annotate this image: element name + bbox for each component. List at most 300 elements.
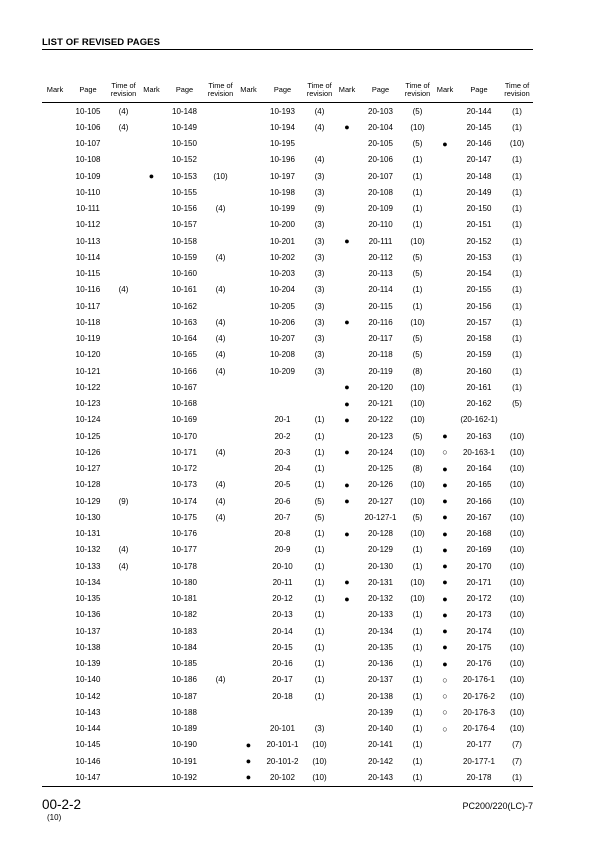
mark-cell (335, 347, 359, 363)
revision-cell (205, 607, 236, 623)
revision-cell: (10) (509, 577, 525, 587)
page-cell: 20-175 (466, 642, 492, 652)
revision-cell: (3) (314, 285, 325, 295)
revision-cell: (1) (512, 366, 522, 376)
revision-cell: (1) (412, 204, 423, 214)
page-cell: 20-178 (457, 769, 501, 786)
page-cell: 20-139 (368, 707, 393, 717)
page-cell: 10-149 (172, 122, 197, 132)
page-cell: 10-122 (75, 382, 101, 392)
page-cell: 10-120 (75, 350, 101, 360)
revision-cell (205, 623, 236, 639)
revision-cell: (1) (314, 545, 325, 555)
table-row (42, 136, 533, 152)
mark-cell (139, 769, 164, 786)
page-cell: 10-108 (75, 155, 101, 165)
header-time-of-revision (108, 78, 139, 103)
page-cell: 20-150 (466, 204, 492, 214)
table-row (42, 461, 533, 477)
page-cell: 10-176 (172, 529, 197, 539)
page-cell: 20-112 (368, 252, 393, 262)
mark-cell (335, 184, 359, 200)
revision-cell (108, 526, 139, 542)
revision-cell (108, 509, 139, 525)
page-cell: 10-139 (75, 659, 101, 669)
mark-cell (42, 217, 68, 233)
page-cell: 20-144 (466, 106, 492, 116)
revision-cell: (4) (118, 122, 129, 132)
header-page: Page (359, 78, 402, 103)
page-cell: 10-128 (75, 480, 101, 490)
page-cell: 10-142 (75, 691, 101, 701)
revision-cell: (1) (412, 610, 423, 620)
mark-cell (335, 721, 359, 737)
mark-cell (139, 753, 164, 769)
table-row (42, 526, 533, 542)
revision-cell: (7) (512, 740, 522, 750)
revision-cell: (1) (412, 301, 423, 311)
header-page: Page (164, 78, 205, 103)
mark-cell (236, 428, 261, 444)
page-cell: 20-104 (368, 122, 393, 132)
page-cell: 10-138 (75, 642, 101, 652)
revision-cell (108, 152, 139, 168)
page-cell: 20-10 (272, 561, 293, 571)
revision-cell (108, 266, 139, 282)
mark-cell (335, 542, 359, 558)
revision-cell: (5) (314, 496, 325, 506)
page-cell: 10-152 (172, 155, 197, 165)
revision-cell (108, 656, 139, 672)
page-cell: 10-185 (172, 659, 197, 669)
revision-cell (108, 331, 139, 347)
mark-cell (433, 201, 457, 217)
revision-cell: (4) (215, 317, 226, 327)
filled-circle-mark-icon: ● (344, 593, 350, 604)
page-cell: 20-158 (466, 334, 492, 344)
page-cell (261, 704, 304, 720)
page-cell: 10-127 (75, 464, 101, 474)
mark-cell (433, 119, 457, 135)
mark-cell (139, 266, 164, 282)
page-cell: 10-197 (270, 171, 295, 181)
page-cell: 10-193 (270, 106, 295, 116)
filled-circle-mark-icon: ● (442, 528, 448, 539)
mark-cell (335, 704, 359, 720)
revision-cell (108, 769, 139, 786)
revision-cell: (3) (314, 187, 325, 197)
mark-cell (42, 509, 68, 525)
revision-cell: (4) (215, 334, 226, 344)
table-row (42, 168, 533, 184)
mark-cell (139, 233, 164, 249)
mark-cell (139, 704, 164, 720)
revision-cell (108, 363, 139, 379)
page-cell: 10-203 (270, 269, 295, 279)
mark-cell (236, 396, 261, 412)
page-cell: 10-160 (172, 269, 197, 279)
page-cell: 20-161 (466, 382, 492, 392)
mark-cell (236, 233, 261, 249)
header-time-of-revision (205, 78, 236, 103)
mark-cell (139, 217, 164, 233)
revision-cell: (8) (412, 366, 423, 376)
mark-cell (42, 282, 68, 298)
revision-cell: (10) (312, 740, 327, 750)
mark-cell (236, 672, 261, 688)
revision-cell (205, 379, 236, 395)
revision-cell: (3) (314, 334, 325, 344)
mark-cell (433, 266, 457, 282)
page-cell: 10-166 (172, 366, 197, 376)
revision-cell: (1) (412, 691, 423, 701)
page-cell: 20-176-3 (462, 707, 496, 717)
page-cell: 20-164 (466, 464, 492, 474)
revision-cell: (10) (410, 122, 425, 132)
mark-cell (42, 103, 68, 120)
page-cell: 10-134 (75, 577, 101, 587)
revision-cell: (1) (314, 626, 325, 636)
page-cell: 10-133 (75, 561, 101, 571)
mark-cell (139, 558, 164, 574)
revision-cell (108, 461, 139, 477)
revision-cell: (1) (314, 659, 325, 669)
page-cell: 20-122 (368, 415, 393, 425)
page-cell: 10-181 (172, 594, 197, 604)
mark-cell (42, 461, 68, 477)
revision-cell: (10) (509, 675, 525, 685)
revision-cell: (1) (501, 769, 533, 786)
revision-cell (205, 721, 236, 737)
table-body (42, 103, 533, 787)
header-page: Page (68, 78, 108, 103)
revision-cell (205, 428, 236, 444)
revision-cell (108, 233, 139, 249)
page-cell: 20-137 (368, 675, 393, 685)
page-cell: 20-18 (272, 691, 293, 701)
revision-cell: (10) (410, 480, 425, 490)
page-cell: 10-124 (75, 415, 101, 425)
revision-cell: (10) (410, 415, 425, 425)
mark-cell (335, 656, 359, 672)
page-cell: 10-195 (270, 139, 295, 149)
revision-cell (304, 136, 335, 152)
revision-cell (108, 574, 139, 590)
mark-cell (139, 509, 164, 525)
revision-cell: (4) (215, 285, 226, 295)
page-cell: 20-126 (368, 480, 393, 490)
revision-cell: (10) (509, 447, 525, 457)
page-cell: 20-16 (272, 659, 293, 669)
revision-cell: (5) (412, 269, 423, 279)
page-cell: 20-136 (368, 659, 393, 669)
revision-cell (205, 119, 236, 135)
mark-cell (139, 542, 164, 558)
page-cell: 10-110 (75, 187, 101, 197)
revision-cell: (1) (314, 480, 325, 490)
page-cell: (20-162-1) (460, 415, 498, 425)
mark-cell (433, 412, 457, 428)
revision-cell: (5) (412, 431, 423, 441)
mark-cell (42, 704, 68, 720)
filled-circle-mark-icon: ● (344, 382, 350, 393)
mark-cell (433, 282, 457, 298)
revision-cell: (1) (314, 577, 325, 587)
revision-cell: (1) (512, 350, 522, 360)
page-cell: 20-1 (274, 415, 291, 425)
page-cell: 20-101 (270, 724, 295, 734)
page-cell: 20-151 (466, 220, 492, 230)
revision-cell (108, 607, 139, 623)
page-cell: 10-201 (270, 236, 295, 246)
page-cell: 20-125 (368, 464, 393, 474)
revision-cell (108, 721, 139, 737)
page-cell: 10-115 (75, 269, 101, 279)
page-cell: 20-135 (368, 642, 393, 652)
filled-circle-mark-icon: ● (344, 398, 350, 409)
page-cell: 20-166 (466, 496, 492, 506)
revision-cell: (1) (412, 642, 423, 652)
revision-cell: (1) (512, 382, 522, 392)
table-row (42, 623, 533, 639)
page-cell: 10-175 (172, 512, 197, 522)
page-cell: 20-138 (368, 691, 393, 701)
page-cell: 10-170 (172, 431, 197, 441)
revision-cell: (3) (314, 301, 325, 311)
page-cell: 10-178 (172, 561, 197, 571)
table-row (42, 347, 533, 363)
table-row (42, 119, 533, 135)
mark-cell (335, 607, 359, 623)
revision-cell: (10) (509, 561, 525, 571)
revision-cell: (5) (412, 139, 423, 149)
revision-cell (205, 542, 236, 558)
mark-cell (236, 477, 261, 493)
revision-cell: (3) (314, 317, 325, 327)
mark-cell (236, 136, 261, 152)
table-row (42, 753, 533, 769)
revision-cell: (1) (412, 724, 423, 734)
revision-cell (108, 737, 139, 753)
revision-cell: (1) (314, 610, 325, 620)
revision-cell: (10) (509, 610, 525, 620)
revision-cell (205, 298, 236, 314)
page-cell: 10-207 (270, 334, 295, 344)
page-cell: 10-186 (172, 675, 197, 685)
revision-cell: (4) (215, 512, 226, 522)
page-cell: 10-125 (75, 431, 101, 441)
page-cell: 10-129 (75, 496, 101, 506)
page-cell: 20-170 (466, 561, 492, 571)
revision-cell: (1) (412, 561, 423, 571)
mark-cell (139, 249, 164, 265)
page-cell: 10-145 (75, 740, 101, 750)
filled-circle-mark-icon: ● (344, 122, 350, 133)
revision-cell: (4) (118, 106, 129, 116)
revision-cell (108, 444, 139, 460)
mark-cell (42, 607, 68, 623)
mark-cell (42, 168, 68, 184)
header-time-line2: revision (404, 89, 431, 98)
page-cell: 20-15 (272, 642, 293, 652)
page-cell: 10-111 (76, 204, 100, 214)
page-cell: 10-119 (75, 334, 101, 344)
page-cell: 10-155 (172, 187, 197, 197)
page-cell: 10-194 (270, 122, 295, 132)
page-cell: 10-183 (172, 626, 197, 636)
mark-cell (236, 721, 261, 737)
revision-cell: (1) (412, 675, 423, 685)
table-row (42, 249, 533, 265)
revision-cell (205, 103, 236, 120)
revision-cell (108, 136, 139, 152)
mark-cell (139, 396, 164, 412)
revision-cell: (10) (509, 594, 525, 604)
revision-cell: (1) (314, 691, 325, 701)
page-cell (261, 379, 304, 395)
revision-cell: (4) (215, 204, 226, 214)
page-cell: 10-143 (75, 707, 101, 717)
mark-cell (335, 217, 359, 233)
mark-cell (433, 737, 457, 753)
revision-cell: (10) (509, 626, 525, 636)
table-row (42, 477, 533, 493)
revision-cell (304, 704, 335, 720)
page-cell: 20-117 (368, 334, 393, 344)
page-cell: 20-115 (368, 301, 393, 311)
mark-cell (236, 688, 261, 704)
table-row (42, 444, 533, 460)
page-cell: 10-136 (75, 610, 101, 620)
revision-cell: (4) (314, 106, 325, 116)
revision-cell (108, 623, 139, 639)
page-cell: 20-108 (368, 187, 393, 197)
table-row (42, 184, 533, 200)
table-row (42, 412, 533, 428)
revision-cell: (5) (314, 512, 325, 522)
mark-cell (236, 201, 261, 217)
mark-cell (42, 347, 68, 363)
mark-cell (236, 168, 261, 184)
mark-cell (236, 347, 261, 363)
table-row (42, 704, 533, 720)
revision-cell: (1) (314, 529, 325, 539)
page-cell: 10-157 (172, 220, 197, 230)
revision-cell (304, 396, 335, 412)
mark-cell (236, 249, 261, 265)
mark-cell (236, 639, 261, 655)
mark-cell (42, 136, 68, 152)
revision-cell: (1) (314, 594, 325, 604)
page-cell: 10-121 (75, 366, 101, 376)
revision-cell: (10) (509, 642, 525, 652)
page-cell: 20-111 (368, 236, 393, 246)
page-cell: 10-118 (75, 317, 101, 327)
footer-revision: (10) (47, 813, 62, 822)
mark-cell (433, 314, 457, 330)
mark-cell (139, 526, 164, 542)
page-cell: 20-3 (274, 447, 291, 457)
header-time-line1: Time of (208, 80, 233, 90)
header-mark: Mark (433, 78, 457, 103)
page-cell: 20-124 (368, 447, 393, 457)
mark-cell (433, 769, 457, 786)
mark-cell (236, 493, 261, 509)
revision-cell (108, 688, 139, 704)
mark-cell (335, 428, 359, 444)
revision-cell: (3) (314, 366, 325, 376)
revised-pages-table (42, 78, 533, 787)
page-cell: 10-148 (172, 106, 197, 116)
table-row (42, 233, 533, 249)
mark-cell (42, 119, 68, 135)
page-cell: 20-6 (274, 496, 291, 506)
mark-cell (236, 314, 261, 330)
revision-cell: (1) (314, 464, 325, 474)
revision-cell: (1) (412, 285, 423, 295)
revision-cell: (1) (412, 707, 423, 717)
filled-circle-mark-icon: ● (442, 496, 448, 507)
mark-cell (139, 331, 164, 347)
page-cell: 20-155 (466, 285, 492, 295)
page-cell: 20-145 (466, 122, 492, 132)
filled-circle-mark-icon: ● (245, 739, 252, 750)
mark-cell (139, 461, 164, 477)
table-row (42, 542, 533, 558)
page-cell: 20-13 (272, 610, 293, 620)
mark-cell (139, 639, 164, 655)
mark-cell (42, 688, 68, 704)
page-cell: 20-176-2 (462, 691, 496, 701)
footer-model: PC200/220(LC)-7 (462, 801, 533, 811)
page-cell: 10-147 (68, 769, 108, 786)
mark-cell (42, 428, 68, 444)
mark-cell (42, 591, 68, 607)
page-cell: 20-169 (466, 545, 492, 555)
mark-cell (236, 623, 261, 639)
mark-cell (335, 688, 359, 704)
revision-cell: (5) (412, 350, 423, 360)
revision-cell: (1) (412, 740, 423, 750)
revision-cell: (10) (509, 431, 525, 441)
page-cell: 10-114 (75, 252, 101, 262)
revision-cell: (10) (410, 399, 425, 409)
mark-cell (236, 184, 261, 200)
revision-cell: (1) (512, 122, 522, 132)
revision-cell: (1) (512, 220, 522, 230)
revision-cell: (4) (215, 350, 226, 360)
revision-cell: (10) (410, 236, 425, 246)
page-cell: 20-142 (368, 756, 393, 766)
table-row (42, 363, 533, 379)
filled-circle-mark-icon: ● (344, 236, 350, 247)
filled-circle-mark-icon: ● (344, 317, 350, 328)
mark-cell (236, 656, 261, 672)
revision-cell (108, 396, 139, 412)
revision-cell: (10) (509, 691, 525, 701)
page-cell: 20-5 (274, 480, 291, 490)
mark-cell (236, 704, 261, 720)
revision-cell: (1) (412, 659, 423, 669)
mark-cell (335, 737, 359, 753)
table-row (42, 493, 533, 509)
revision-cell: (4) (314, 122, 325, 132)
table-row (42, 574, 533, 590)
page-cell: 20-140 (368, 724, 393, 734)
revision-cell (205, 688, 236, 704)
revision-cell (108, 753, 139, 769)
revision-cell: (10) (509, 724, 525, 734)
